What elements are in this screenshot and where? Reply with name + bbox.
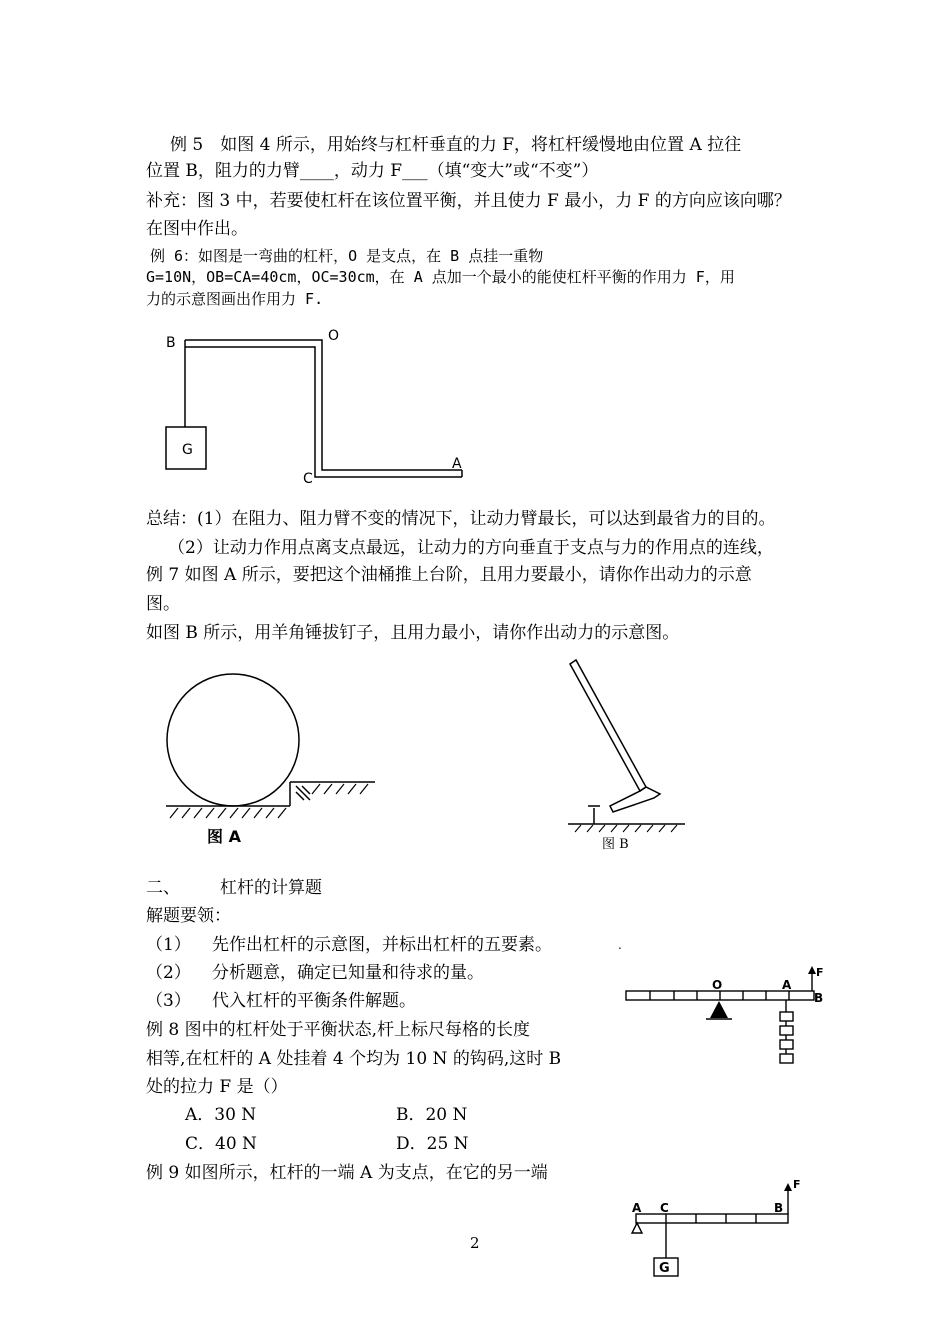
tips-title: 解题要领： — [146, 906, 231, 926]
ex8-option-b: B．20 N — [396, 1105, 468, 1125]
page-number: 2 — [470, 1234, 480, 1252]
ex7-line-1: 例 7 如图 A 所示，要把这个油桶推上台阶，且用力要最小，请你作出动力的示意 — [146, 565, 752, 585]
section-2-heading: 杠杆的计算题 — [220, 878, 322, 898]
ex5-line-2: 位置 B，阻力的力臂____，动力 F___（填“变大”或“不变”） — [146, 161, 599, 181]
step-1-number: （1） — [146, 935, 191, 955]
stray-dot: . — [618, 938, 622, 952]
fig6-label-b: B — [166, 335, 176, 351]
ex8-line-3: 处的拉力 F 是（） — [146, 1077, 288, 1097]
ex8-line-2: 相等,在杠杆的 A 处挂着 4 个均为 10 N 的钩码,这时 B — [146, 1049, 562, 1069]
step-2-number: （2） — [146, 963, 191, 983]
step-2-text: 分析题意，确定已知量和待求的量。 — [212, 963, 484, 983]
ex8-label-b: B — [814, 991, 824, 1005]
fig6-label-g: G — [182, 442, 193, 458]
ex9-line-1: 例 9 如图所示，杠杆的一端 A 为支点，在它的另一端 — [146, 1163, 548, 1183]
ex9-label-c: C — [660, 1201, 669, 1215]
ex9-label-b: B — [774, 1201, 784, 1215]
ex8-option-a: A．30 N — [185, 1105, 257, 1125]
ex7-line-2: 图。 — [146, 594, 180, 614]
step-3-number: （3） — [146, 991, 191, 1011]
ex9-label-a: A — [632, 1201, 642, 1215]
ex8-label-f: F — [816, 966, 824, 979]
ex6-line-3: 力的示意图画出作用力 F. — [146, 290, 324, 308]
fig6-label-c: C — [303, 471, 313, 487]
ex5-line-1: 例 5 如图 4 所示，用始终与杠杆垂直的力 F，将杠杆缓慢地由位置 A 拉往 — [170, 135, 742, 155]
ex9-label-f: F — [793, 1178, 801, 1191]
fig6-label-o: O — [328, 328, 340, 344]
fig6-label-a: A — [452, 456, 462, 472]
ex5-supplement-1: 补充：图 3 中，若要使杠杆在该位置平衡，并且使力 F 最小，力 F 的方向应该向哪？ — [146, 191, 791, 211]
figure-a-caption: 图 A — [207, 827, 241, 846]
step-3-text: 代入杠杆的平衡条件解题。 — [212, 991, 416, 1011]
ex8-line-1: 例 8 图中的杠杆处于平衡状态,杆上标尺每格的长度 — [146, 1020, 531, 1040]
summary-line-2: （2）让动力作用点离支点最远，让动力的方向垂直于支点与力的作用点的连线， — [168, 538, 774, 558]
section-2-number: 二、 — [146, 878, 180, 898]
step-1-text: 先作出杠杆的示意图，并标出杠杆的五要素。 — [212, 935, 552, 955]
ex8-option-d: D．25 N — [396, 1134, 469, 1154]
ex8-option-c: C．40 N — [185, 1134, 257, 1154]
summary-line-1: 总结：(1）在阻力、阻力臂不变的情况下，让动力臂最长，可以达到最省力的目的。 — [146, 509, 776, 529]
ex8-label-o: O — [712, 978, 723, 992]
figure-b-caption: 图 B — [602, 837, 629, 852]
ex5-supplement-2: 在图中作出。 — [146, 219, 248, 239]
ex6-line-1: 例 6：如图是一弯曲的杠杆，O 是支点，在 B 点挂一重物 — [150, 247, 544, 265]
ex6-line-2: G=10N，OB=CA=40cm，OC=30cm，在 A 点加一个最小的能使杠杆平衡的作用力 F，用 — [146, 268, 735, 286]
ex8-label-a: A — [782, 978, 792, 992]
ex9-label-g: G — [659, 1261, 670, 1276]
ex7-line-3: 如图 B 所示，用羊角锤拔钉子，且用力最小，请你作出动力的示意图。 — [146, 623, 680, 643]
